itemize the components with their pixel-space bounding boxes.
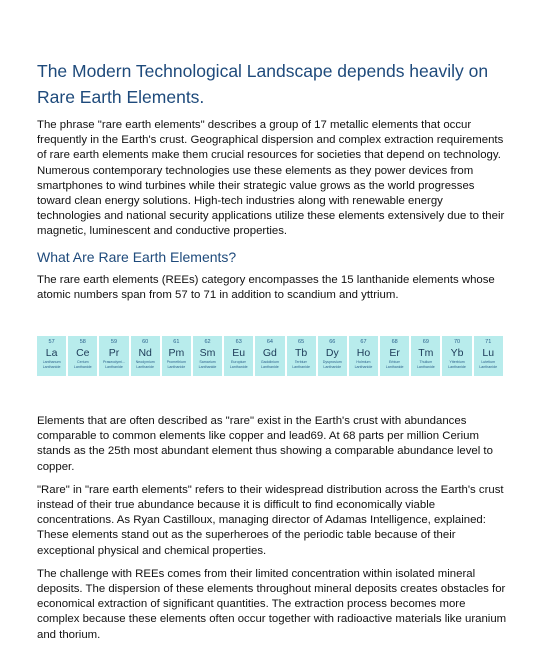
- element-number: 67: [360, 339, 367, 346]
- page-title: The Modern Technological Landscape depends heavily on Rare Earth Elements.: [37, 61, 489, 107]
- element-symbol: Pm: [168, 347, 185, 360]
- element-name: Cerium: [76, 360, 89, 365]
- element-symbol: La: [45, 347, 58, 360]
- element-group: Lanthanide: [385, 365, 404, 370]
- element-cell: [255, 336, 284, 376]
- element-cell: [37, 336, 66, 376]
- element-number: 64: [266, 339, 273, 346]
- element-number: 59: [110, 339, 118, 346]
- element-name: Neodymium: [135, 360, 155, 365]
- element-name: Erbium: [388, 360, 401, 365]
- element-cell: [99, 336, 128, 376]
- element-number: 70: [453, 339, 461, 346]
- element-number: 68: [391, 339, 398, 346]
- element-symbol: Ce: [76, 347, 90, 360]
- element-group: Lanthanide: [354, 365, 373, 370]
- element-number: 58: [79, 339, 86, 346]
- element-name: Gadolinium: [260, 360, 279, 365]
- element-cell: [162, 336, 191, 376]
- element-name: Thulium: [419, 360, 433, 365]
- intro-paragraph: The phrase "rare earth elements" describes a group of 17 metallic elements that occur frequently in the Earth's crust. Geographical dispersion and complex extraction requirements of rare earth elements make them crucial resources for societies that depend on technology. Numerous contemporary technologies use these elements as they power devices from smartphones to wind turbines while their strategic value grows as the world progresses toward clean energy solutions. High-tech industries along with renewable energy technologies and national security applications utilize these elements extensively due to their magnetic, luminescent and conductive properties.: [37, 119, 505, 238]
- element-name: Europium: [231, 360, 247, 365]
- element-symbol: Pr: [108, 347, 120, 360]
- element-group: Lanthanide: [448, 365, 466, 370]
- element-number: 65: [298, 339, 305, 346]
- element-group: Lanthanide: [416, 365, 435, 370]
- element-cell: [349, 336, 378, 376]
- element-number: 66: [329, 339, 336, 346]
- body-text: [37, 414, 507, 643]
- element-cell: [68, 336, 97, 376]
- element-group: Lanthanide: [261, 365, 279, 370]
- element-cell: [442, 336, 471, 376]
- element-cell: [380, 336, 409, 376]
- rare-abundance-paragraph: Elements that are often described as "rare" exist in the Earth's crust with abundances comparable to common elements like copper and lead69. At 68 parts per million Cerium stands as the 25th most abundant element thus showing a comparable abundance level to copper.: [37, 415, 493, 473]
- element-symbol: Nd: [138, 347, 152, 360]
- rare-meaning-paragraph: "Rare" in "rare earth elements" refers to their widespread distribution across the Earth's crust instead of their true abundance because it is difficult to find economically viable concentrations. As Ryan Castilloux, managing director of Adamas Intelligence, explained: These elements stand out as the superheroes of the periodic table because of their exceptional physical and chemical properties.: [37, 483, 504, 557]
- element-cell: [474, 336, 503, 376]
- document-page: [37, 58, 507, 651]
- element-group: Lanthanide: [323, 365, 342, 370]
- element-name: Praseodymi...: [102, 360, 125, 365]
- element-cell: [411, 336, 440, 376]
- element-name: Lutetium: [481, 360, 496, 365]
- element-number: 63: [235, 339, 242, 346]
- element-number: 57: [48, 339, 55, 346]
- element-symbol: Sm: [199, 347, 216, 360]
- element-group: Lanthanide: [42, 365, 61, 370]
- element-symbol: Lu: [482, 347, 495, 360]
- element-group: Lanthanide: [73, 365, 92, 370]
- element-group: Lanthanide: [167, 365, 186, 370]
- section-heading: What Are Rare Earth Elements?: [37, 248, 237, 265]
- element-symbol: Ho: [356, 347, 371, 360]
- element-name: Ytterbium: [449, 360, 465, 365]
- element-symbol: Tm: [418, 347, 434, 360]
- element-number: 60: [142, 339, 149, 346]
- element-group: Lanthanide: [136, 365, 155, 370]
- section-paragraph: The rare earth elements (REEs) category encompasses the 15 lanthanide elements whose atomic numbers span from 57 to 71 in addition to scandium and yttrium.: [37, 273, 495, 301]
- element-cell: [131, 336, 160, 376]
- element-symbol: Eu: [232, 347, 246, 360]
- element-name: Lanthanum: [42, 360, 61, 365]
- element-name: Promethium: [166, 360, 187, 365]
- element-number: 62: [204, 339, 211, 346]
- element-symbol: Dy: [325, 347, 339, 360]
- element-group: Lanthanide: [479, 365, 498, 370]
- element-name: Terbium: [294, 360, 308, 365]
- element-cell: [224, 336, 253, 376]
- element-number: 61: [173, 339, 180, 346]
- element-symbol: Gd: [262, 347, 277, 360]
- element-symbol: Er: [389, 347, 400, 360]
- challenge-paragraph: The challenge with REEs comes from their limited concentration within isolated mineral deposits. The dispersion of these elements throughout mineral deposits creates obstacles for economical extraction of significant quantities. The extraction process becomes more complex because these elements often occur together with radioactive materials like uranium and thorium.: [37, 567, 507, 641]
- lanthanide-periodic-strip: [37, 336, 507, 376]
- element-name: Holmium: [356, 360, 371, 365]
- element-cell: [287, 336, 316, 376]
- element-symbol: Tb: [294, 347, 308, 360]
- element-group: Lanthanide: [229, 365, 248, 370]
- element-cell: [193, 336, 222, 376]
- element-group: Lanthanide: [105, 365, 123, 370]
- element-number: 69: [422, 339, 429, 346]
- element-group: Lanthanide: [292, 365, 310, 370]
- element-name: Dysprosium: [322, 360, 342, 365]
- element-number: 71: [485, 339, 492, 346]
- element-symbol: Yb: [450, 347, 464, 360]
- element-group: Lanthanide: [198, 365, 217, 370]
- element-name: Samarium: [199, 360, 216, 365]
- element-cell: [318, 336, 347, 376]
